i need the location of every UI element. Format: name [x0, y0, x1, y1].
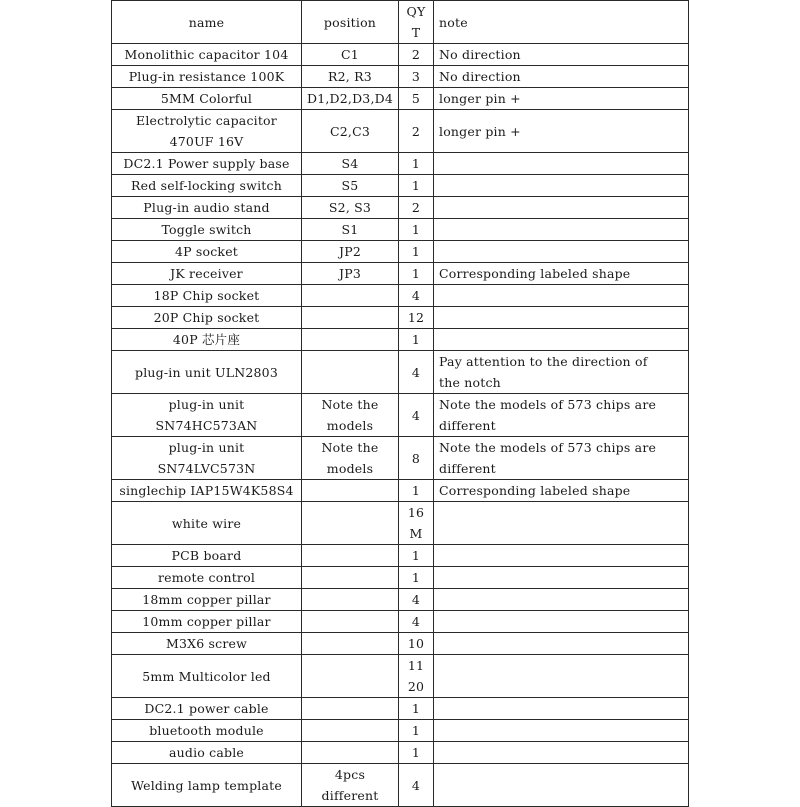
part-note-cell: longer pin + [434, 110, 689, 153]
part-name-cell: Welding lamp template [112, 764, 302, 807]
part-qty-cell: 8 [399, 437, 434, 480]
table-row [112, 241, 689, 263]
parts-list-sheet [111, 0, 688, 807]
part-name-cell: plug-in unit SN74LVC573N [112, 437, 302, 480]
part-note-cell [434, 153, 689, 175]
part-qty-cell: 1 [399, 567, 434, 589]
part-note-cell [434, 611, 689, 633]
table-row [112, 66, 689, 88]
table-row [112, 633, 689, 655]
part-name-cell: Plug-in audio stand [112, 197, 302, 219]
part-qty-cell: 1 [399, 720, 434, 742]
table-row [112, 480, 689, 502]
part-qty-cell: 1 [399, 480, 434, 502]
table-row [112, 175, 689, 197]
part-position-cell [302, 480, 399, 502]
part-position-cell [302, 329, 399, 351]
part-qty-cell: 4 [399, 394, 434, 437]
part-position-cell: D1,D2,D3,D4 [302, 88, 399, 110]
part-note-cell [434, 197, 689, 219]
part-position-cell: Note the models [302, 437, 399, 480]
part-note-cell [434, 329, 689, 351]
part-note-cell: Note the models of 573 chips are different [434, 394, 689, 437]
table-row [112, 720, 689, 742]
part-note-cell [434, 742, 689, 764]
part-note-cell [434, 502, 689, 545]
part-name-cell: 10mm copper pillar [112, 611, 302, 633]
part-qty-cell: 4 [399, 351, 434, 394]
part-note-cell [434, 698, 689, 720]
part-name-cell: plug-in unit ULN2803 [112, 351, 302, 394]
part-qty-cell: 10 [399, 633, 434, 655]
part-qty-cell: 12 [399, 307, 434, 329]
part-note-cell [434, 285, 689, 307]
table-row [112, 197, 689, 219]
part-position-cell [302, 633, 399, 655]
table-row [112, 351, 689, 394]
part-name-cell: plug-in unit SN74HC573AN [112, 394, 302, 437]
part-name-cell: 18P Chip socket [112, 285, 302, 307]
part-qty-cell: 1 [399, 175, 434, 197]
table-row [112, 307, 689, 329]
table-row [112, 589, 689, 611]
part-position-cell [302, 655, 399, 698]
table-row [112, 219, 689, 241]
part-name-cell: DC2.1 power cable [112, 698, 302, 720]
part-qty-cell: 4 [399, 764, 434, 807]
part-qty-cell: 1 [399, 742, 434, 764]
part-position-cell [302, 611, 399, 633]
part-position-cell: 4pcs different [302, 764, 399, 807]
part-note-cell [434, 219, 689, 241]
table-row [112, 611, 689, 633]
part-note-cell [434, 545, 689, 567]
part-position-cell [302, 351, 399, 394]
part-note-cell: No direction [434, 66, 689, 88]
table-row [112, 567, 689, 589]
part-name-cell: Plug-in resistance 100K [112, 66, 302, 88]
part-name-cell: singlechip IAP15W4K58S4 [112, 480, 302, 502]
table-row [112, 263, 689, 285]
part-position-cell: S4 [302, 153, 399, 175]
part-position-cell [302, 720, 399, 742]
table-row [112, 502, 689, 545]
part-qty-cell: 1 [399, 329, 434, 351]
table-row [112, 110, 689, 153]
part-position-cell [302, 307, 399, 329]
part-qty-cell: 5 [399, 88, 434, 110]
part-position-cell: S5 [302, 175, 399, 197]
part-position-cell: S2, S3 [302, 197, 399, 219]
part-note-cell: longer pin + [434, 88, 689, 110]
part-note-cell: Pay attention to the direction of the notch [434, 351, 689, 394]
table-row [112, 764, 689, 807]
table-row [112, 44, 689, 66]
part-note-cell [434, 175, 689, 197]
table-row [112, 545, 689, 567]
part-position-cell: C2,C3 [302, 110, 399, 153]
part-name-cell: JK receiver [112, 263, 302, 285]
table-row [112, 742, 689, 764]
part-qty-cell: 1 [399, 219, 434, 241]
part-qty-cell: 1 [399, 241, 434, 263]
part-name-cell: DC2.1 Power supply base [112, 153, 302, 175]
part-qty-cell: 1 [399, 698, 434, 720]
part-qty-cell: 1 [399, 263, 434, 285]
part-qty-cell: 2 [399, 110, 434, 153]
table-header-row [112, 1, 689, 44]
part-position-cell [302, 285, 399, 307]
table-row [112, 153, 689, 175]
part-qty-cell: 1 [399, 545, 434, 567]
part-name-cell: 20P Chip socket [112, 307, 302, 329]
part-qty-cell: 2 [399, 197, 434, 219]
part-qty-cell: 2 [399, 44, 434, 66]
table-row [112, 329, 689, 351]
part-name-cell: PCB board [112, 545, 302, 567]
part-note-cell [434, 764, 689, 807]
header-position: position [302, 1, 399, 44]
part-name-cell: Electrolytic capacitor 470UF 16V [112, 110, 302, 153]
parts-list-table [111, 0, 689, 807]
part-note-cell: Note the models of 573 chips are different [434, 437, 689, 480]
part-position-cell: JP3 [302, 263, 399, 285]
part-qty-cell: 4 [399, 285, 434, 307]
part-name-cell: Toggle switch [112, 219, 302, 241]
part-name-cell: Red self-locking switch [112, 175, 302, 197]
part-qty-cell: 4 [399, 589, 434, 611]
part-name-cell: M3X6 screw [112, 633, 302, 655]
part-name-cell: 5mm Multicolor led [112, 655, 302, 698]
part-position-cell: Note the models [302, 394, 399, 437]
part-position-cell [302, 545, 399, 567]
part-position-cell [302, 502, 399, 545]
part-qty-cell: 3 [399, 66, 434, 88]
header-qty: QY T [399, 1, 434, 44]
header-name: name [112, 1, 302, 44]
part-note-cell [434, 633, 689, 655]
part-position-cell: JP2 [302, 241, 399, 263]
part-note-cell: Corresponding labeled shape [434, 480, 689, 502]
part-position-cell: R2, R3 [302, 66, 399, 88]
table-row [112, 88, 689, 110]
part-qty-cell: 16 M [399, 502, 434, 545]
part-name-cell: bluetooth module [112, 720, 302, 742]
table-row [112, 698, 689, 720]
part-name-cell: 40P 芯片座 [112, 329, 302, 351]
part-qty-cell: 4 [399, 611, 434, 633]
part-note-cell: Corresponding labeled shape [434, 263, 689, 285]
part-name-cell: white wire [112, 502, 302, 545]
part-note-cell: No direction [434, 44, 689, 66]
part-position-cell [302, 698, 399, 720]
table-row [112, 285, 689, 307]
part-note-cell [434, 241, 689, 263]
table-row [112, 394, 689, 437]
part-qty-cell: 1 [399, 153, 434, 175]
part-note-cell [434, 567, 689, 589]
part-name-cell: 4P socket [112, 241, 302, 263]
table-row [112, 655, 689, 698]
part-note-cell [434, 720, 689, 742]
part-name-cell: 5MM Colorful [112, 88, 302, 110]
part-name-cell: 18mm copper pillar [112, 589, 302, 611]
part-name-cell: audio cable [112, 742, 302, 764]
part-position-cell [302, 589, 399, 611]
header-note: note [434, 1, 689, 44]
table-row [112, 437, 689, 480]
part-note-cell [434, 655, 689, 698]
part-note-cell [434, 307, 689, 329]
part-qty-cell: 11 20 [399, 655, 434, 698]
part-note-cell [434, 589, 689, 611]
part-position-cell [302, 567, 399, 589]
part-name-cell: Monolithic capacitor 104 [112, 44, 302, 66]
part-name-cell: remote control [112, 567, 302, 589]
part-position-cell [302, 742, 399, 764]
part-position-cell: S1 [302, 219, 399, 241]
part-position-cell: C1 [302, 44, 399, 66]
